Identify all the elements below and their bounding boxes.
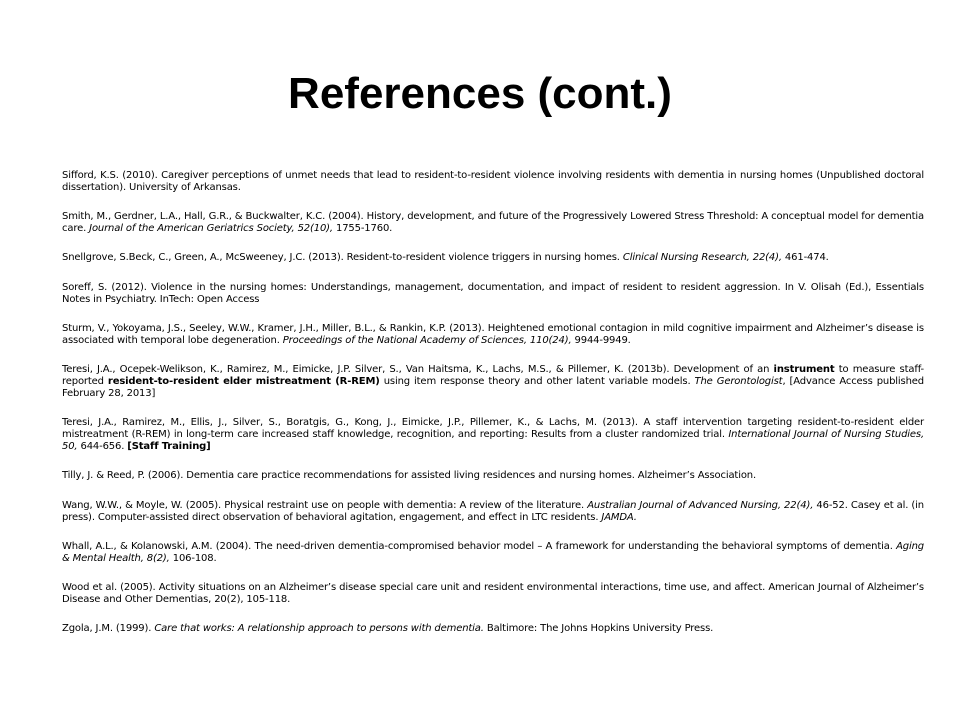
reference-text: 9944-9949. [571, 334, 631, 346]
reference-text: Care that works: A relationship approach to persons with dementia. [154, 623, 484, 635]
reference-text: Teresi, J.A., Ramirez, M., Ellis, J., Silver, S., Boratgis, G., Kong, J., Eimicke, J.P., Pillemer, K., & Lachs, M. (2013). A staff intervention targeting resident-to-resident elder mistreatment (R-REM) in long-term care increased staff knowledge, recognition, and reporting: Results from a cluster randomized trial. [62, 417, 924, 441]
reference-text: Sifford, K.S. (2010). Caregiver perceptions of unmet needs that lead to resident-to-resident violence involving residents with dementia in nursing homes (Unpublished doctoral dissertation). University of Arkansas. [62, 170, 924, 193]
reference-text: Teresi, J.A., Ocepek-Welikson, K., Ramirez, M., Eimicke, J.P. Silver, S., Van Haitsma, K., Lachs, M.S., & Pillemer, K. (2013b). Development of an [62, 363, 774, 375]
reference-text: Smith, M., Gerdner, L.A., Hall, G.R., & Buckwalter, K.C. (2004). History, development, and future of the Progressively Lowered Stress Threshold: A conceptual model for dementia care. [62, 211, 924, 235]
reference-text: Whall, A.L., & Kolanowski, A.M. (2004). The need-driven dementia-compromised behavior model – A framework for understanding the behavioral symptoms of dementia. [62, 540, 897, 552]
reference-entry [62, 541, 924, 565]
reference-text: , [Advance Access published February 28, 2013] [62, 375, 925, 399]
reference-text: Proceedings of the National Academy of Sciences, 110(24), [282, 334, 572, 346]
reference-entry [62, 470, 924, 482]
reference-text: Wang, W.W., & Moyle, W. (2005). Physical restraint use on people with dementia: A review of the literature. [62, 499, 588, 511]
reference-text: International Journal of Nursing Studies, 50, [62, 429, 924, 453]
reference-entry [62, 623, 924, 635]
reference-list [62, 170, 924, 635]
reference-text: Zgola, J.M. (1999). [62, 623, 155, 635]
reference-text: Baltimore: The Johns Hopkins University Press. [483, 623, 714, 635]
reference-text: Clinical Nursing Research, 22(4), [622, 252, 782, 264]
slide-title: References (cont.) [288, 69, 672, 118]
reference-text: resident-to-resident elder mistreatment (R-REM) [107, 375, 380, 387]
reference-text: Sturm, V., Yokoyama, J.S., Seeley, W.W., Kramer, J.H., Miller, B.L., & Rankin, K.P. (2013). Heightened emotional contagion in mild cognitive impairment and Alzheimer’s disease is associated with temporal lobe degeneration. [62, 322, 924, 346]
reference-entry [62, 211, 924, 235]
reference-text: to measure staff-reported [62, 363, 924, 387]
reference-text: Journal of the American Geriatrics Society, 52(10), [89, 223, 333, 235]
reference-text: The Gerontologist [694, 375, 783, 387]
reference-text: Snellgrove, S.Beck, C., Green, A., McSweeney, J.C. (2013). Resident-to-resident violence triggers in nursing homes. [62, 252, 623, 264]
reference-text: 1755-1760. [332, 223, 393, 235]
reference-entry [62, 170, 924, 194]
reference-entry [62, 582, 924, 606]
reference-text: Soreff, S. (2012). Violence in the nursing homes: Understandings, management, documentation, and impact of resident to resident aggression. In V. Olisah (Ed.), Essentials Notes in Psychiatry. InTech: Open Access [62, 281, 924, 305]
reference-text: Aging & Mental Health, 8(2), [62, 540, 924, 564]
reference-text: [Staff Training] [127, 441, 211, 453]
reference-text: Australian Journal of Advanced Nursing, 22(4), [587, 499, 814, 511]
reference-entry [62, 500, 924, 524]
reference-text: 461-474. [781, 252, 829, 264]
reference-text: 106-108. [169, 552, 217, 564]
reference-entry [62, 323, 924, 347]
reference-entry [62, 417, 924, 453]
reference-entry [62, 252, 924, 264]
reference-text: JAMDA. [601, 511, 637, 523]
reference-text: 46-52. Casey et al. (in press). Computer-assisted direct observation of behavioral agitation, engagement, and effect in LTC residents. [62, 499, 924, 523]
reference-text: Wood et al. (2005). Activity situations on an Alzheimer’s disease special care unit and resident environmental interactions, time use, and affect. American Journal of Alzheimer’s Disease and Other Dementias, 20(2), 105-118. [62, 581, 924, 605]
reference-entry [62, 282, 924, 306]
reference-text: using item response theory and other latent variable models. [379, 375, 695, 387]
reference-text: instrument [773, 363, 835, 375]
reference-text: 644-656. [77, 441, 128, 453]
reference-text: Tilly, J. & Reed, P. (2006). Dementia care practice recommendations for assisted living residences and nursing homes. Alzheimer’s Association. [62, 470, 757, 482]
reference-entry [62, 364, 924, 400]
